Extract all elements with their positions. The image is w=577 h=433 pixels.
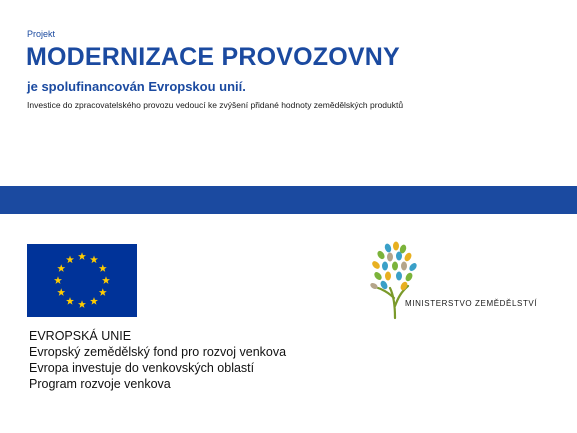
tree-leaves [369,242,418,292]
eu-line-1: EVROPSKÁ UNIE [29,329,132,343]
tree-logo-icon [368,240,428,320]
tree-trunk [378,286,408,318]
eu-text-block [29,328,286,392]
eu-flag-icon [27,244,137,317]
blue-band [0,186,577,214]
ministry-name: MINISTERSTVO ZEMĚDĚLSTVÍ [405,299,538,308]
eu-line-3: Evropa investuje do venkovských oblastí [29,361,255,375]
subtitle: je spolufinancován Evropskou unií. [27,79,246,94]
description: Investice do zpracovatelského provozu vedoucí ke zvýšení přidané hodnoty zemědělských produktů [27,100,404,110]
page-title: MODERNIZACE PROVOZOVNY [26,43,400,71]
eu-line-2: Evropský zemědělský fond pro rozvoj venkova [29,345,287,359]
project-label: Projekt [27,29,56,39]
eu-line-4: Program rozvoje venkova [29,377,171,391]
ministry-logo [368,240,548,320]
